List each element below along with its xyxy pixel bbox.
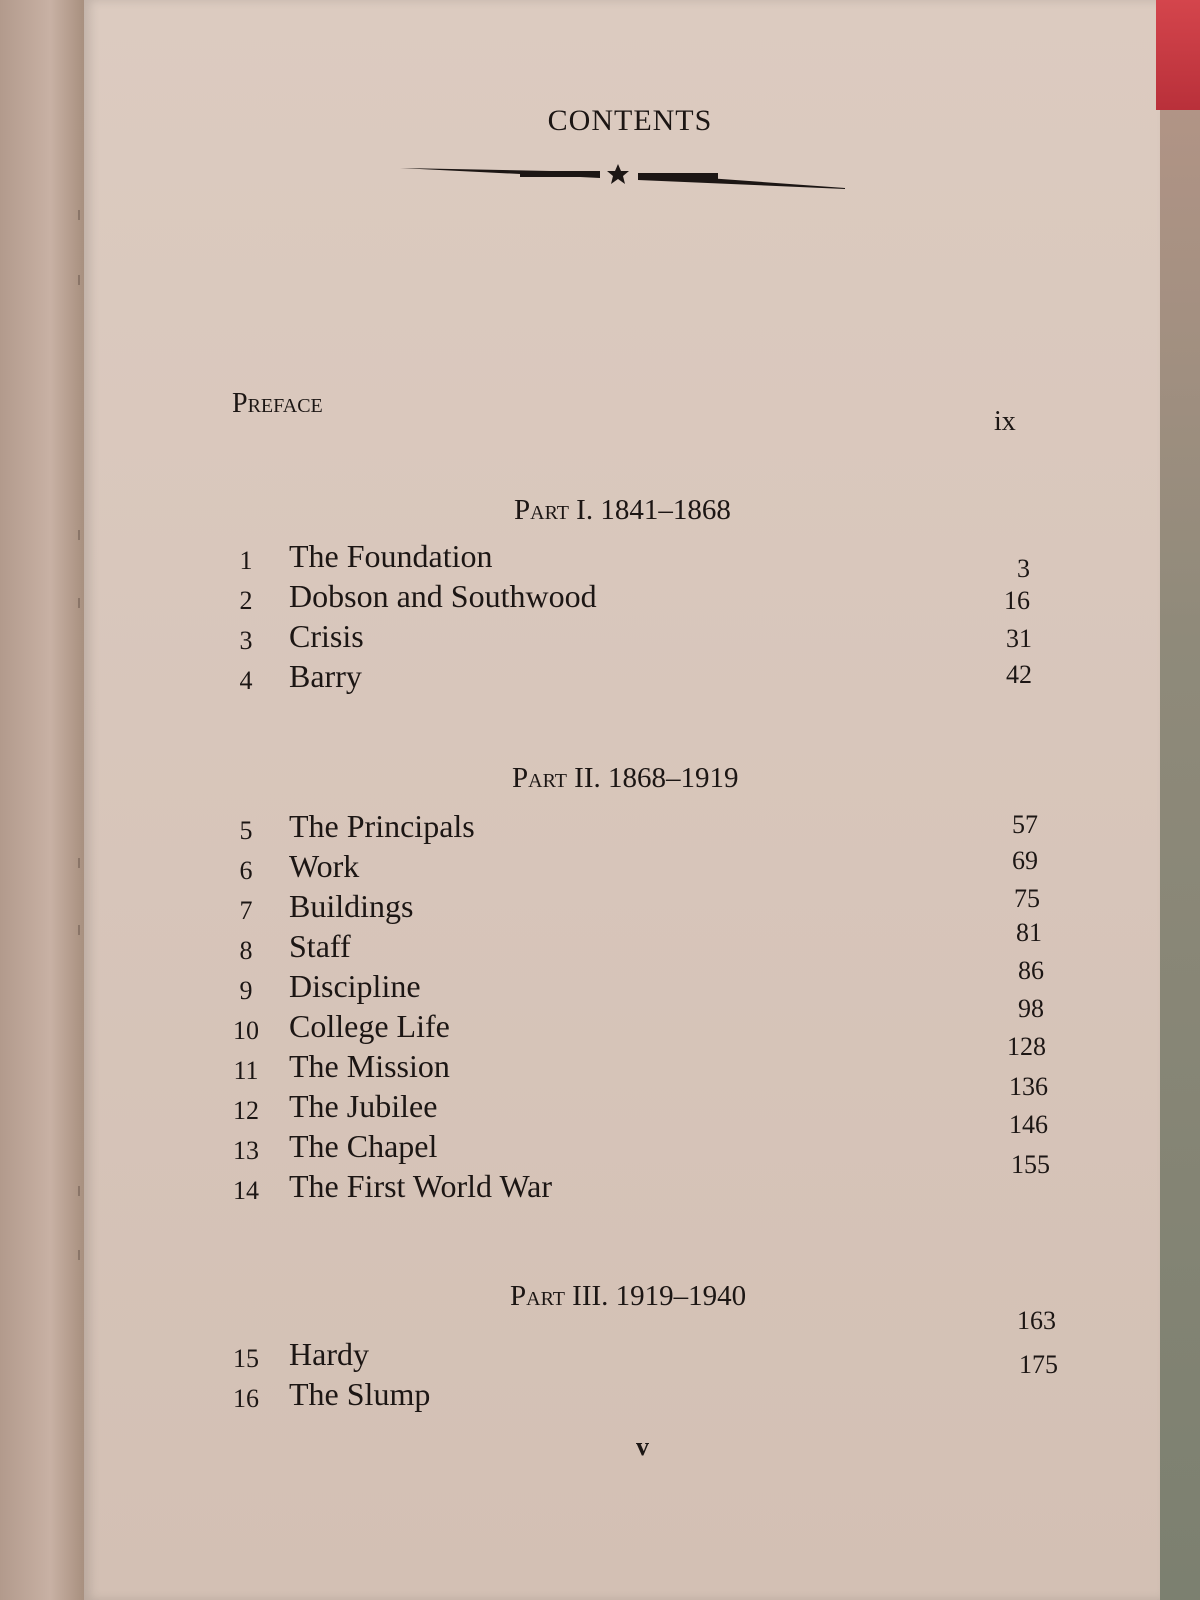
- stitch-mark: [78, 1186, 86, 1196]
- chapter-page: 57: [1012, 810, 1038, 839]
- facing-page-edge: [0, 0, 84, 1600]
- chapter-title: Staff: [289, 928, 351, 964]
- toc-row: [224, 1336, 1044, 1376]
- page-folio: v: [636, 1432, 649, 1461]
- chapter-number: 15: [233, 1344, 259, 1373]
- toc-row: [224, 1088, 1044, 1128]
- toc-row: [224, 848, 1044, 888]
- toc-row: [224, 1008, 1044, 1048]
- chapter-page: 155: [1011, 1150, 1050, 1179]
- chapter-number: 10: [233, 1016, 259, 1045]
- toc-row: [224, 618, 1044, 658]
- toc-row: [224, 538, 1044, 578]
- star-icon: [607, 164, 629, 184]
- chapter-page: 69: [1012, 846, 1038, 875]
- chapter-title: Discipline: [289, 968, 421, 1004]
- chapter-title: The Jubilee: [289, 1088, 438, 1124]
- chapter-page: 86: [1018, 956, 1044, 985]
- chapter-number: 1: [239, 546, 253, 575]
- stitch-mark: [78, 1250, 86, 1260]
- chapter-number: 6: [239, 856, 253, 885]
- chapter-page: 81: [1016, 918, 1042, 947]
- star-rule-ornament: [400, 158, 845, 198]
- chapter-title: The Foundation: [289, 538, 493, 574]
- chapter-title: College Life: [289, 1008, 450, 1044]
- chapter-page: 16: [1004, 586, 1030, 615]
- chapter-page: 3: [1017, 554, 1030, 583]
- chapter-number: 4: [239, 666, 253, 695]
- stitch-mark: [78, 925, 86, 935]
- chapter-number: 16: [233, 1384, 259, 1413]
- chapter-title: The Slump: [289, 1376, 431, 1412]
- chapter-title: The First World War: [289, 1168, 552, 1204]
- stitch-mark: [78, 598, 86, 608]
- part-heading: Part I. 1841–1868: [514, 494, 731, 526]
- toc-row: [224, 888, 1044, 928]
- chapter-title: The Chapel: [289, 1128, 438, 1164]
- stitch-mark: [78, 275, 86, 285]
- chapter-number: 13: [233, 1136, 259, 1165]
- chapter-number: 12: [233, 1096, 259, 1125]
- toc-row: [224, 1128, 1044, 1168]
- toc-row: [224, 928, 1044, 968]
- chapter-number: 2: [239, 586, 253, 615]
- chapter-page: 136: [1009, 1072, 1048, 1101]
- part-heading: Part III. 1919–1940: [510, 1280, 747, 1312]
- chapter-number: 3: [239, 626, 253, 655]
- stitch-mark: [78, 210, 86, 220]
- chapter-number: 11: [233, 1056, 259, 1085]
- background-edge: [1160, 0, 1200, 1600]
- chapter-page: 163: [1017, 1306, 1056, 1335]
- chapter-title: Dobson and Southwood: [289, 578, 597, 614]
- contents-heading: CONTENTS: [547, 104, 713, 137]
- chapter-page: 98: [1018, 994, 1044, 1023]
- chapter-title: Barry: [289, 658, 362, 694]
- chapter-page: 128: [1007, 1032, 1046, 1061]
- toc-row: [224, 1376, 1044, 1416]
- chapter-title: The Mission: [289, 1048, 450, 1084]
- toc-row: [224, 578, 1044, 618]
- chapter-title: Crisis: [289, 618, 364, 654]
- background-red-book: [1156, 0, 1200, 110]
- chapter-title: Hardy: [289, 1336, 369, 1372]
- chapter-page: 175: [1019, 1350, 1058, 1379]
- chapter-number: 8: [239, 936, 253, 965]
- chapter-page: 42: [1006, 660, 1032, 689]
- chapter-number: 7: [239, 896, 253, 925]
- chapter-page: 146: [1009, 1110, 1048, 1139]
- toc-row: [224, 1168, 1044, 1208]
- chapter-title: Buildings: [289, 888, 414, 924]
- preface-page-number: ix: [994, 406, 1016, 437]
- chapter-page: 75: [1014, 884, 1040, 913]
- preface-label: Preface: [232, 388, 323, 419]
- toc-row: [224, 1048, 1044, 1088]
- toc-row: [224, 808, 1044, 848]
- toc-row: [224, 968, 1044, 1008]
- stitch-mark: [78, 530, 86, 540]
- chapter-number: 5: [239, 816, 253, 845]
- toc-row: [224, 658, 1044, 698]
- chapter-page: 31: [1006, 624, 1032, 653]
- chapter-number: 9: [239, 976, 253, 1005]
- part-heading: Part II. 1868–1919: [512, 762, 739, 794]
- stitch-mark: [78, 858, 86, 868]
- chapter-number: 14: [233, 1176, 259, 1205]
- chapter-title: Work: [289, 848, 360, 884]
- chapter-title: The Principals: [289, 808, 475, 844]
